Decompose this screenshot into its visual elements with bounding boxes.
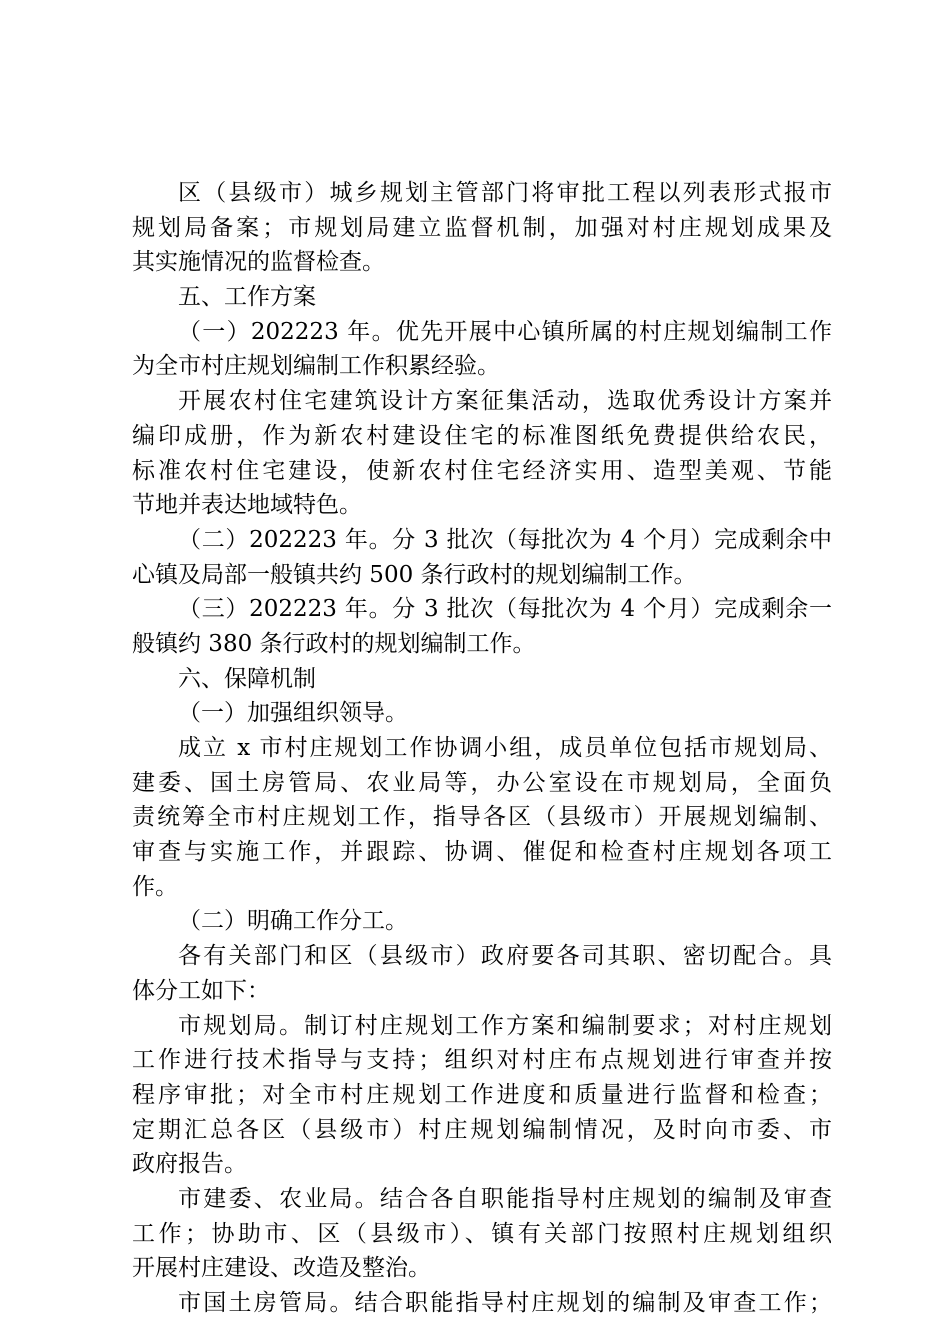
document-line: （二）202223 年。分 3 批次（每批次为 4 个月）完成剩余中 bbox=[178, 526, 832, 553]
document-line: （二）明确工作分工。 bbox=[178, 908, 408, 935]
document-line: 定期汇总各区（县级市）村庄规划编制情况，及时向市委、市 bbox=[132, 1116, 832, 1143]
document-line: 标准农村住宅建设，使新农村住宅经济实用、造型美观、节能 bbox=[132, 457, 832, 484]
document-body bbox=[132, 176, 832, 1321]
document-line: 作。 bbox=[132, 873, 178, 900]
document-line: 工作；协助市、区（县级市）、镇有关部门按照村庄规划组织 bbox=[132, 1220, 832, 1247]
document-line: 成立 x 市村庄规划工作协调小组，成员单位包括市规划局、 bbox=[178, 735, 832, 761]
document-line: 六、保障机制 bbox=[178, 665, 316, 692]
document-line: （三）202223 年。分 3 批次（每批次为 4 个月）完成剩余一 bbox=[178, 596, 832, 623]
document-line: 其实施情况的监督检查。 bbox=[132, 249, 385, 276]
document-line: 为全市村庄规划编制工作积累经验。 bbox=[132, 353, 500, 380]
document-line: 各有关部门和区（县级市）政府要各司其职、密切配合。具 bbox=[178, 943, 832, 970]
document-line: 审查与实施工作，并跟踪、协调、催促和检查村庄规划各项工 bbox=[132, 839, 832, 866]
document-line: 市规划局。制订村庄规划工作方案和编制要求；对村庄规划 bbox=[178, 1012, 832, 1039]
document-line: 市建委、农业局。结合各自职能指导村庄规划的编制及审查 bbox=[178, 1185, 832, 1212]
document-line: 编印成册，作为新农村建设住宅的标准图纸免费提供给农民， bbox=[132, 422, 832, 449]
document-line: 开展村庄建设、改造及整治。 bbox=[132, 1255, 431, 1282]
document-line: 五、工作方案 bbox=[178, 284, 316, 311]
document-line: 区（县级市）城乡规划主管部门将审批工程以列表形式报市 bbox=[178, 180, 832, 206]
document-line: （一）加强组织领导。 bbox=[178, 700, 408, 727]
document-line: 市国土房管局。结合职能指导村庄规划的编制及审查工作； bbox=[178, 1290, 832, 1316]
document-line: （一）202223 年。优先开展中心镇所属的村庄规划编制工作 bbox=[178, 318, 832, 345]
document-line: 节地并表达地域特色。 bbox=[132, 492, 362, 519]
document-line: 工作进行技术指导与支持；组织对村庄布点规划进行审查并按 bbox=[132, 1047, 832, 1074]
document-line: 责统筹全市村庄规划工作，指导各区（县级市）开展规划编制、 bbox=[132, 804, 832, 831]
document-line: 程序审批；对全市村庄规划工作进度和质量进行监督和检查； bbox=[132, 1081, 832, 1108]
document-line: 规划局备案；市规划局建立监督机制，加强对村庄规划成果及 bbox=[132, 214, 832, 241]
document-line: 建委、国土房管局、农业局等，办公室设在市规划局，全面负 bbox=[132, 769, 832, 796]
document-line: 开展农村住宅建筑设计方案征集活动，选取优秀设计方案并 bbox=[178, 388, 832, 415]
document-line: 体分工如下： bbox=[132, 977, 270, 1004]
document-line: 政府报告。 bbox=[132, 1151, 247, 1178]
document-line: 般镇约 380 条行政村的规划编制工作。 bbox=[132, 630, 536, 657]
document-line: 心镇及局部一般镇共约 500 条行政村的规划编制工作。 bbox=[132, 561, 697, 588]
